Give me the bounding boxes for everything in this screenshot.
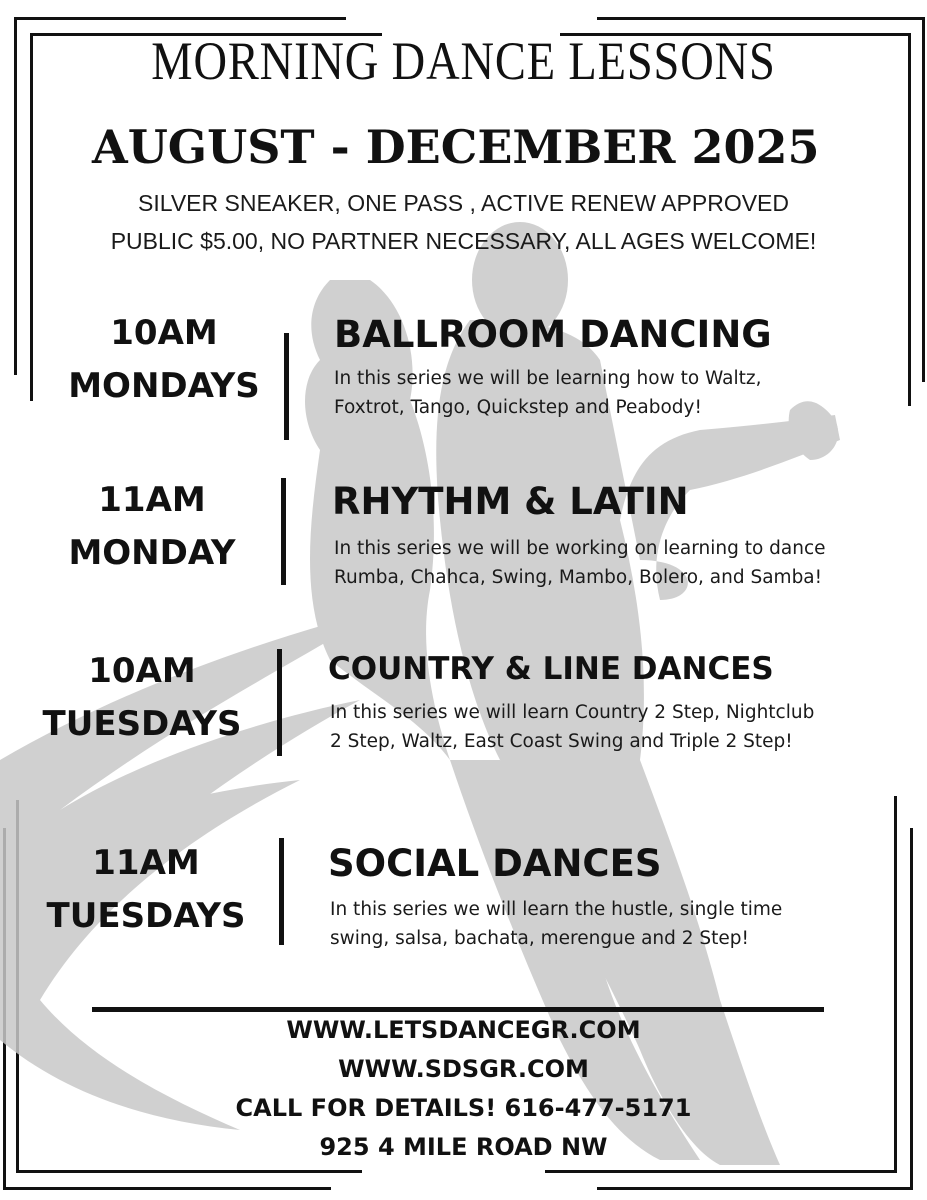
flyer-date-range: AUGUST - DECEMBER 2025 bbox=[92, 120, 820, 174]
website-link-sdsgr[interactable]: WWW.SDSGR.COM bbox=[338, 1055, 589, 1083]
footer-divider bbox=[92, 1007, 824, 1012]
class-schedule-rhythm bbox=[30, 475, 274, 581]
divider-bar bbox=[284, 333, 289, 440]
class-time: 10AM bbox=[88, 651, 196, 691]
class-name-country: COUNTRY & LINE DANCES bbox=[328, 651, 774, 687]
class-name-social: SOCIAL DANCES bbox=[328, 842, 662, 885]
class-description-rhythm: In this series we will be working on learning to dance Rumba, Chahca, Swing, Mambo, Bolero, and Samba! bbox=[334, 538, 826, 588]
divider-bar bbox=[279, 838, 284, 945]
approval-line: SILVER SNEAKER, ONE PASS , ACTIVE RENEW APPROVED bbox=[138, 190, 789, 216]
class-description-social: In this series we will learn the hustle, single time swing, salsa, bachata, merengue and 2 Step! bbox=[330, 899, 783, 949]
class-day: MONDAY bbox=[68, 533, 236, 573]
phone-line: CALL FOR DETAILS! 616-477-5171 bbox=[235, 1094, 692, 1122]
class-schedule-country bbox=[22, 646, 262, 752]
class-description-ballroom: In this series we will be learning how to Waltz, Foxtrot, Tango, Quickstep and Peabody! bbox=[334, 368, 762, 418]
address-line: 925 4 MILE ROAD NW bbox=[319, 1133, 608, 1161]
divider-bar bbox=[281, 478, 286, 585]
class-day: TUESDAYS bbox=[42, 704, 242, 744]
website-link-letsdancegr[interactable]: WWW.LETSDANCEGR.COM bbox=[286, 1016, 641, 1044]
class-schedule-social bbox=[26, 838, 266, 944]
class-day: TUESDAYS bbox=[46, 896, 246, 936]
divider-bar bbox=[277, 649, 282, 756]
class-day: MONDAYS bbox=[68, 366, 260, 406]
class-name-ballroom: BALLROOM DANCING bbox=[334, 313, 772, 356]
class-description-country: In this series we will learn Country 2 Step, Nightclub 2 Step, Waltz, East Coast Swing and Triple 2 Step! bbox=[330, 702, 815, 752]
flyer-title: MORNING DANCE LESSONS bbox=[151, 31, 776, 91]
class-time: 11AM bbox=[98, 480, 206, 520]
class-time: 11AM bbox=[92, 843, 200, 883]
class-time: 10AM bbox=[110, 313, 218, 353]
class-schedule-ballroom bbox=[40, 308, 288, 414]
pricing-line: PUBLIC $5.00, NO PARTNER NECESSARY, ALL AGES WELCOME! bbox=[110, 228, 817, 254]
class-name-rhythm: RHYTHM & LATIN bbox=[332, 480, 689, 523]
